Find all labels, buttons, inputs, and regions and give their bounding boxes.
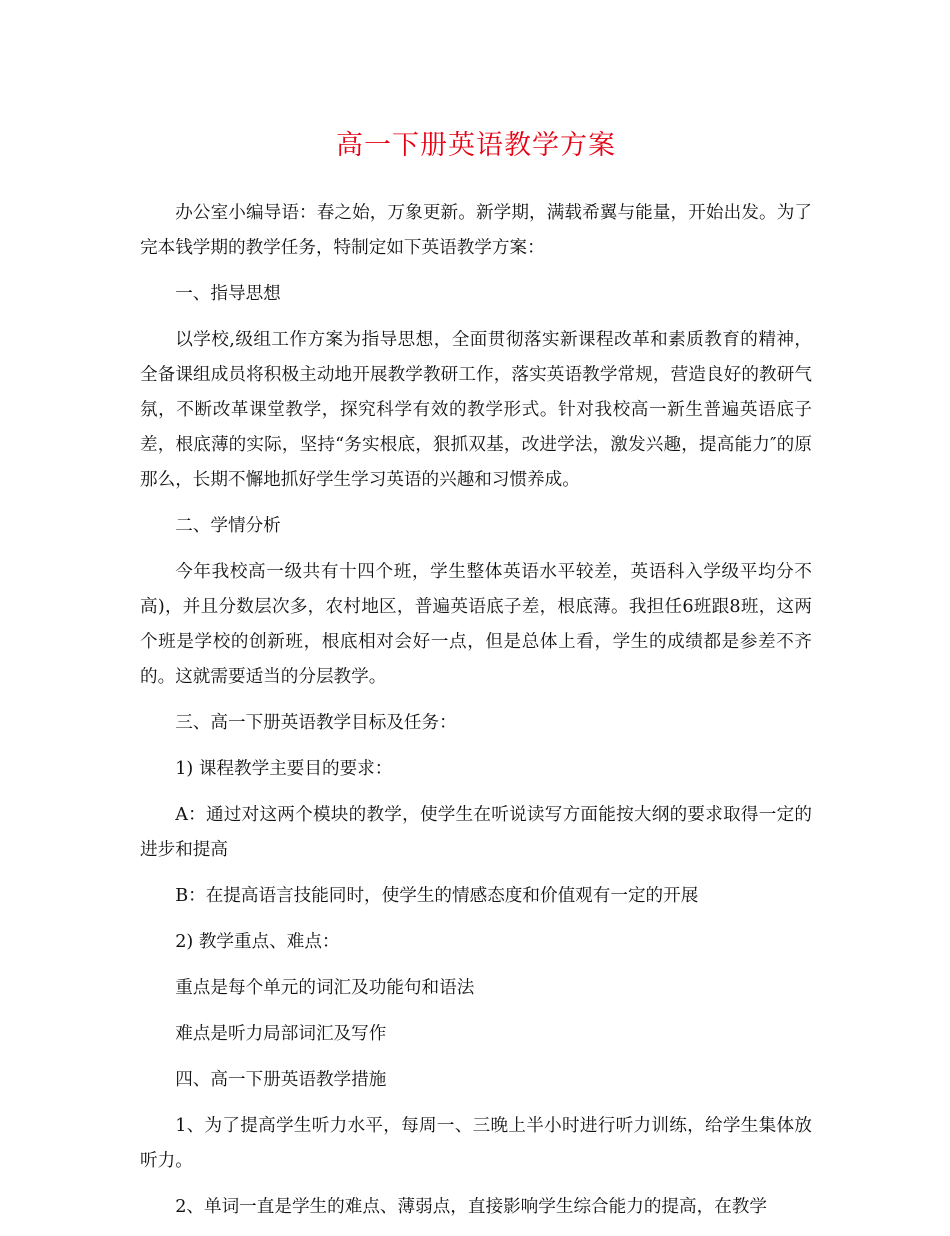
goals-subheading-key-points: 2) 教学重点、难点： — [175, 932, 340, 952]
student-analysis-paragraph: 今年我校高一级共有十四个班，学生整体英语水平较差，英语科入学级平均分不高)，并且分数层次多，农村地区，普遍英语底子差，根底薄。我担任6班跟8班，这两个班是学校的创新班，根底相对会好一点，但是总体上看，学生的成绩都是参差不齐的。这就需要适当的分层教学。 — [140, 562, 812, 687]
measure-item-1: 1、为了提高学生听力水平，每周一、三晚上半小时进行听力训练，给学生集体放听力。 — [140, 1116, 812, 1171]
document-page — [140, 126, 812, 1236]
section-heading-goals: 三、高一下册英语教学目标及任务： — [175, 713, 457, 733]
measure-item-2: 2、单词一直是学生的难点、薄弱点，直接影响学生综合能力的提高，在教学 — [175, 1197, 767, 1217]
section-heading-student-analysis: 二、学情分析 — [175, 516, 281, 536]
intro-paragraph: 办公室小编导语：春之始，万象更新。新学期，满载希翼与能量，开始出发。为了完本钱学期的教学任务，特制定如下英语教学方案： — [140, 203, 812, 258]
goal-item-a: A：通过对这两个模块的教学，使学生在听说读写方面能按大纲的要求取得一定的进步和提高 — [140, 805, 812, 860]
goal-item-b: B：在提高语言技能同时，使学生的情感态度和价值观有一定的开展 — [175, 886, 699, 906]
key-points-line: 重点是每个单元的词汇及功能句和语法 — [175, 978, 475, 998]
section-heading-guiding-thought: 一、指导思想 — [175, 284, 281, 304]
guiding-thought-paragraph: 以学校,级组工作方案为指导思想，全面贯彻落实新课程改革和素质教育的精神，全备课组成员将积极主动地开展教学教研工作，落实英语教学常规，营造良好的教研气氛，不断改革课堂教学，探究科学有效的教学形式。针对我校高一新生普遍英语底子差，根底薄的实际，坚持“务实根底，狠抓双基，改进学法，激发兴趣，提高能力″的原那么，长期不懈地抓好学生学习英语的兴趣和习惯养成。 — [140, 330, 812, 490]
document-title: 高一下册英语教学方案 — [336, 130, 616, 161]
difficulties-line: 难点是听力局部词汇及写作 — [175, 1024, 387, 1044]
goals-subheading-requirements: 1) 课程教学主要目的要求： — [175, 759, 393, 779]
section-heading-measures: 四、高一下册英语教学措施 — [175, 1070, 387, 1090]
